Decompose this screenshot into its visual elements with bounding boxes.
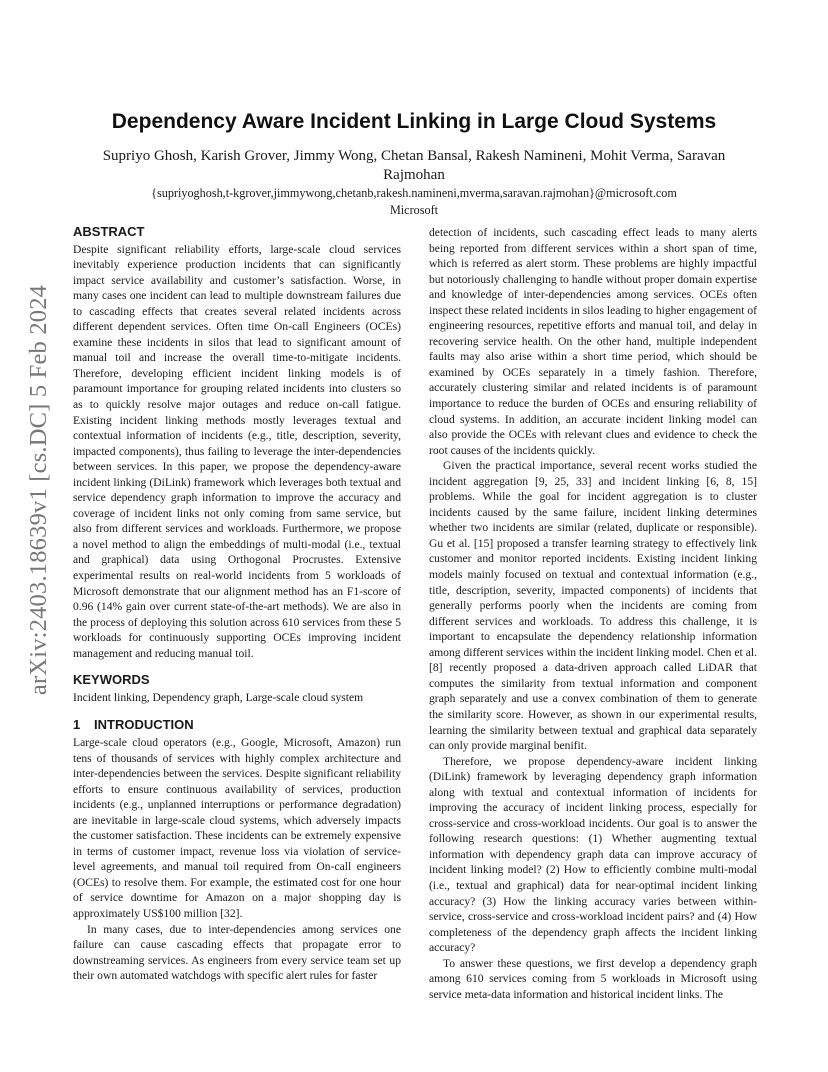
intro-paragraph-2: In many cases, due to inter-dependencies among services one failure can cause cascading effects that propagate error to downstreaming services. As engineers from every service team set up their own automated watchdogs with specific alert rules for faster bbox=[73, 922, 401, 983]
left-column bbox=[73, 224, 401, 984]
arxiv-identifier-stamp bbox=[22, 284, 56, 696]
keywords-heading: KEYWORDS bbox=[73, 672, 150, 688]
intro-paragraph-1: Large-scale cloud operators (e.g., Google, Microsoft, Amazon) run tens of thousands of services with highly complex architecture and inter-dependencies between the services. Despite significant reliability efforts to ensure continuous availability of services, production incidents (e.g., unplanned interruptions or performance degradation) are inevitable in large-scale cloud systems, which adversely impacts the customer satisfaction. These incidents can be extremely expensive in terms of customer impact, revenue loss via violation of service-level agreements, and manual toil required from On-call engineers (OCEs) to resolve them. For example, the estimated cost for one hour of service downtime for Amazon on a major shopping day is approximately US$100 million [32]. bbox=[73, 735, 401, 920]
section-title: INTRODUCTION bbox=[94, 717, 194, 733]
author-emails: {supriyoghosh,t-kgrover,jimmywong,chetanb,rakesh.namineni,mverma,saravan.rajmohan}@microsoft.com bbox=[151, 186, 677, 200]
introduction-heading bbox=[73, 717, 401, 733]
section-number: 1 bbox=[73, 717, 81, 733]
intro-paragraph-4: Given the practical importance, several recent works studied the incident aggregation [9, 25, 33] and incident linking [6, 8, 15] problems. While the goal for incident aggregation is to cluster incidents caused by the same failure, incident linking determines whether two incidents are similar (related, duplicate or responsible). Gu et al. [15] proposed a transfer learning strategy to effectively link customer and monitor reported incidents. Existing incident linking models mainly focused on textual and contextual information (e.g., title, description, severity, impacted components) of incidents that generally performs poorly when the incidents are coming from different services and workloads. To address this challenge, it is important to encapsulate the dependency relationship information among different services within the incident linking model. Chen et al. [8] recently proposed a data-driven approach called LiDAR that computes the similarity from textual information and component graph separately and use a convex combination of them to generate the similarity score. However, as shown in our experimental results, learning the similarity between textual and graphical data separately can only provide marginal benifit. bbox=[429, 459, 757, 753]
intro-paragraph-6: To answer these questions, we first develop a dependency graph among 610 services coming from 5 workloads in Microsoft using service meta-data information and historical incident links. The bbox=[429, 956, 757, 1001]
arxiv-identifier: arXiv:2403.18639v1 [cs.DC] 5 Feb 2024 bbox=[25, 284, 53, 696]
abstract-heading: ABSTRACT bbox=[73, 224, 145, 239]
keywords-text: Incident linking, Dependency graph, Large-scale cloud system bbox=[73, 690, 364, 704]
author-affiliation: Microsoft bbox=[389, 203, 439, 217]
paper-title: Dependency Aware Incident Linking in Large Cloud Systems bbox=[111, 110, 717, 133]
intro-paragraph-3: detection of incidents, such cascading effect leads to many alerts being reported from different services within a short span of time, which is referred as alert storm. These problems are highly impactful but notoriously challenging to handle without proper domain expertise and knowledge of inter-dependencies among services. OCEs often inspect these related incidents in silos leading to higher engagement of engineering resources, repetitive efforts and manual toil, and delay in recovering service health. On the other hand, multiple independent faults may also arise within a short time period, which should be examined by OCEs separately in a timely fashion. Therefore, accurately clustering similar and related incidents is of paramount importance to reduce the burden of OCEs and ensuring reliability of cloud systems. In addition, an accurate incident linking model can also provide the OCEs with relevant clues and evidence to check the root causes of the incidents quickly. bbox=[429, 226, 757, 457]
author-list: Supriyo Ghosh, Karish Grover, Jimmy Wong, Chetan Bansal, Rakesh Namineni, Mohit Verma, Saravan Rajmohan bbox=[102, 148, 726, 183]
intro-paragraph-5: Therefore, we propose dependency-aware incident linking (DiLink) framework by leveraging dependency graph information along with textual and contextual information of incidents for improving the accuracy of incident linking process, especially for cross-service and cross-workload incidents. Our goal is to answer the following research questions: (1) Whether augmenting textual information with dependency graph data can improve accuracy of incident linking model? (2) How to efficiently combine multi-modal (i.e., textual and graphical) data for near-optimal incident linking accuracy? (3) How the linking accuracy varies between within-service, cross-service and cross-workload incident pairs? and (4) How completeness of the dependency graph affects the incident linking accuracy? bbox=[429, 754, 757, 955]
abstract-text: Despite significant reliability efforts, large-scale cloud services inevitably experience production incidents that can significantly impact service availability and customer’s satisfaction. Worse, in many cases one incident can lead to multiple downstream failures due to cascading effects that creates several related incidents across different dependent services. Often time On-call Engineers (OCEs) examine these incidents in silos that lead to significant amount of manual toil and increase the overall time-to-mitigate incidents. Therefore, developing efficient incident linking models is of paramount importance for grouping related incidents into clusters so as to quickly resolve major outages and reduce on-call fatigue. Existing incident linking methods mostly leverages textual and contextual information of incidents (e.g., title, description, severity, impacted components), thus failing to leverage the inter-dependencies between services. In this paper, we propose the dependency-aware incident linking (DiLink) framework which leverages both textual and service dependency graph information to improve the accuracy and coverage of incident links not only coming from same service, but also from different services and workloads. Furthermore, we propose a novel method to align the embeddings of multi-modal (i.e., textual and graphical) data using Orthogonal Procrustes. Extensive experimental results on real-world incidents from 5 workloads of Microsoft demonstrate that our alignment method has an F1-score of 0.96 (14% gain over current state-of-the-art methods). We are also in the process of deploying this solution across 610 services from these 5 workloads for continuously supporting OCEs improving incident management and reducing manual toil. bbox=[73, 242, 401, 660]
right-column bbox=[429, 224, 757, 1002]
